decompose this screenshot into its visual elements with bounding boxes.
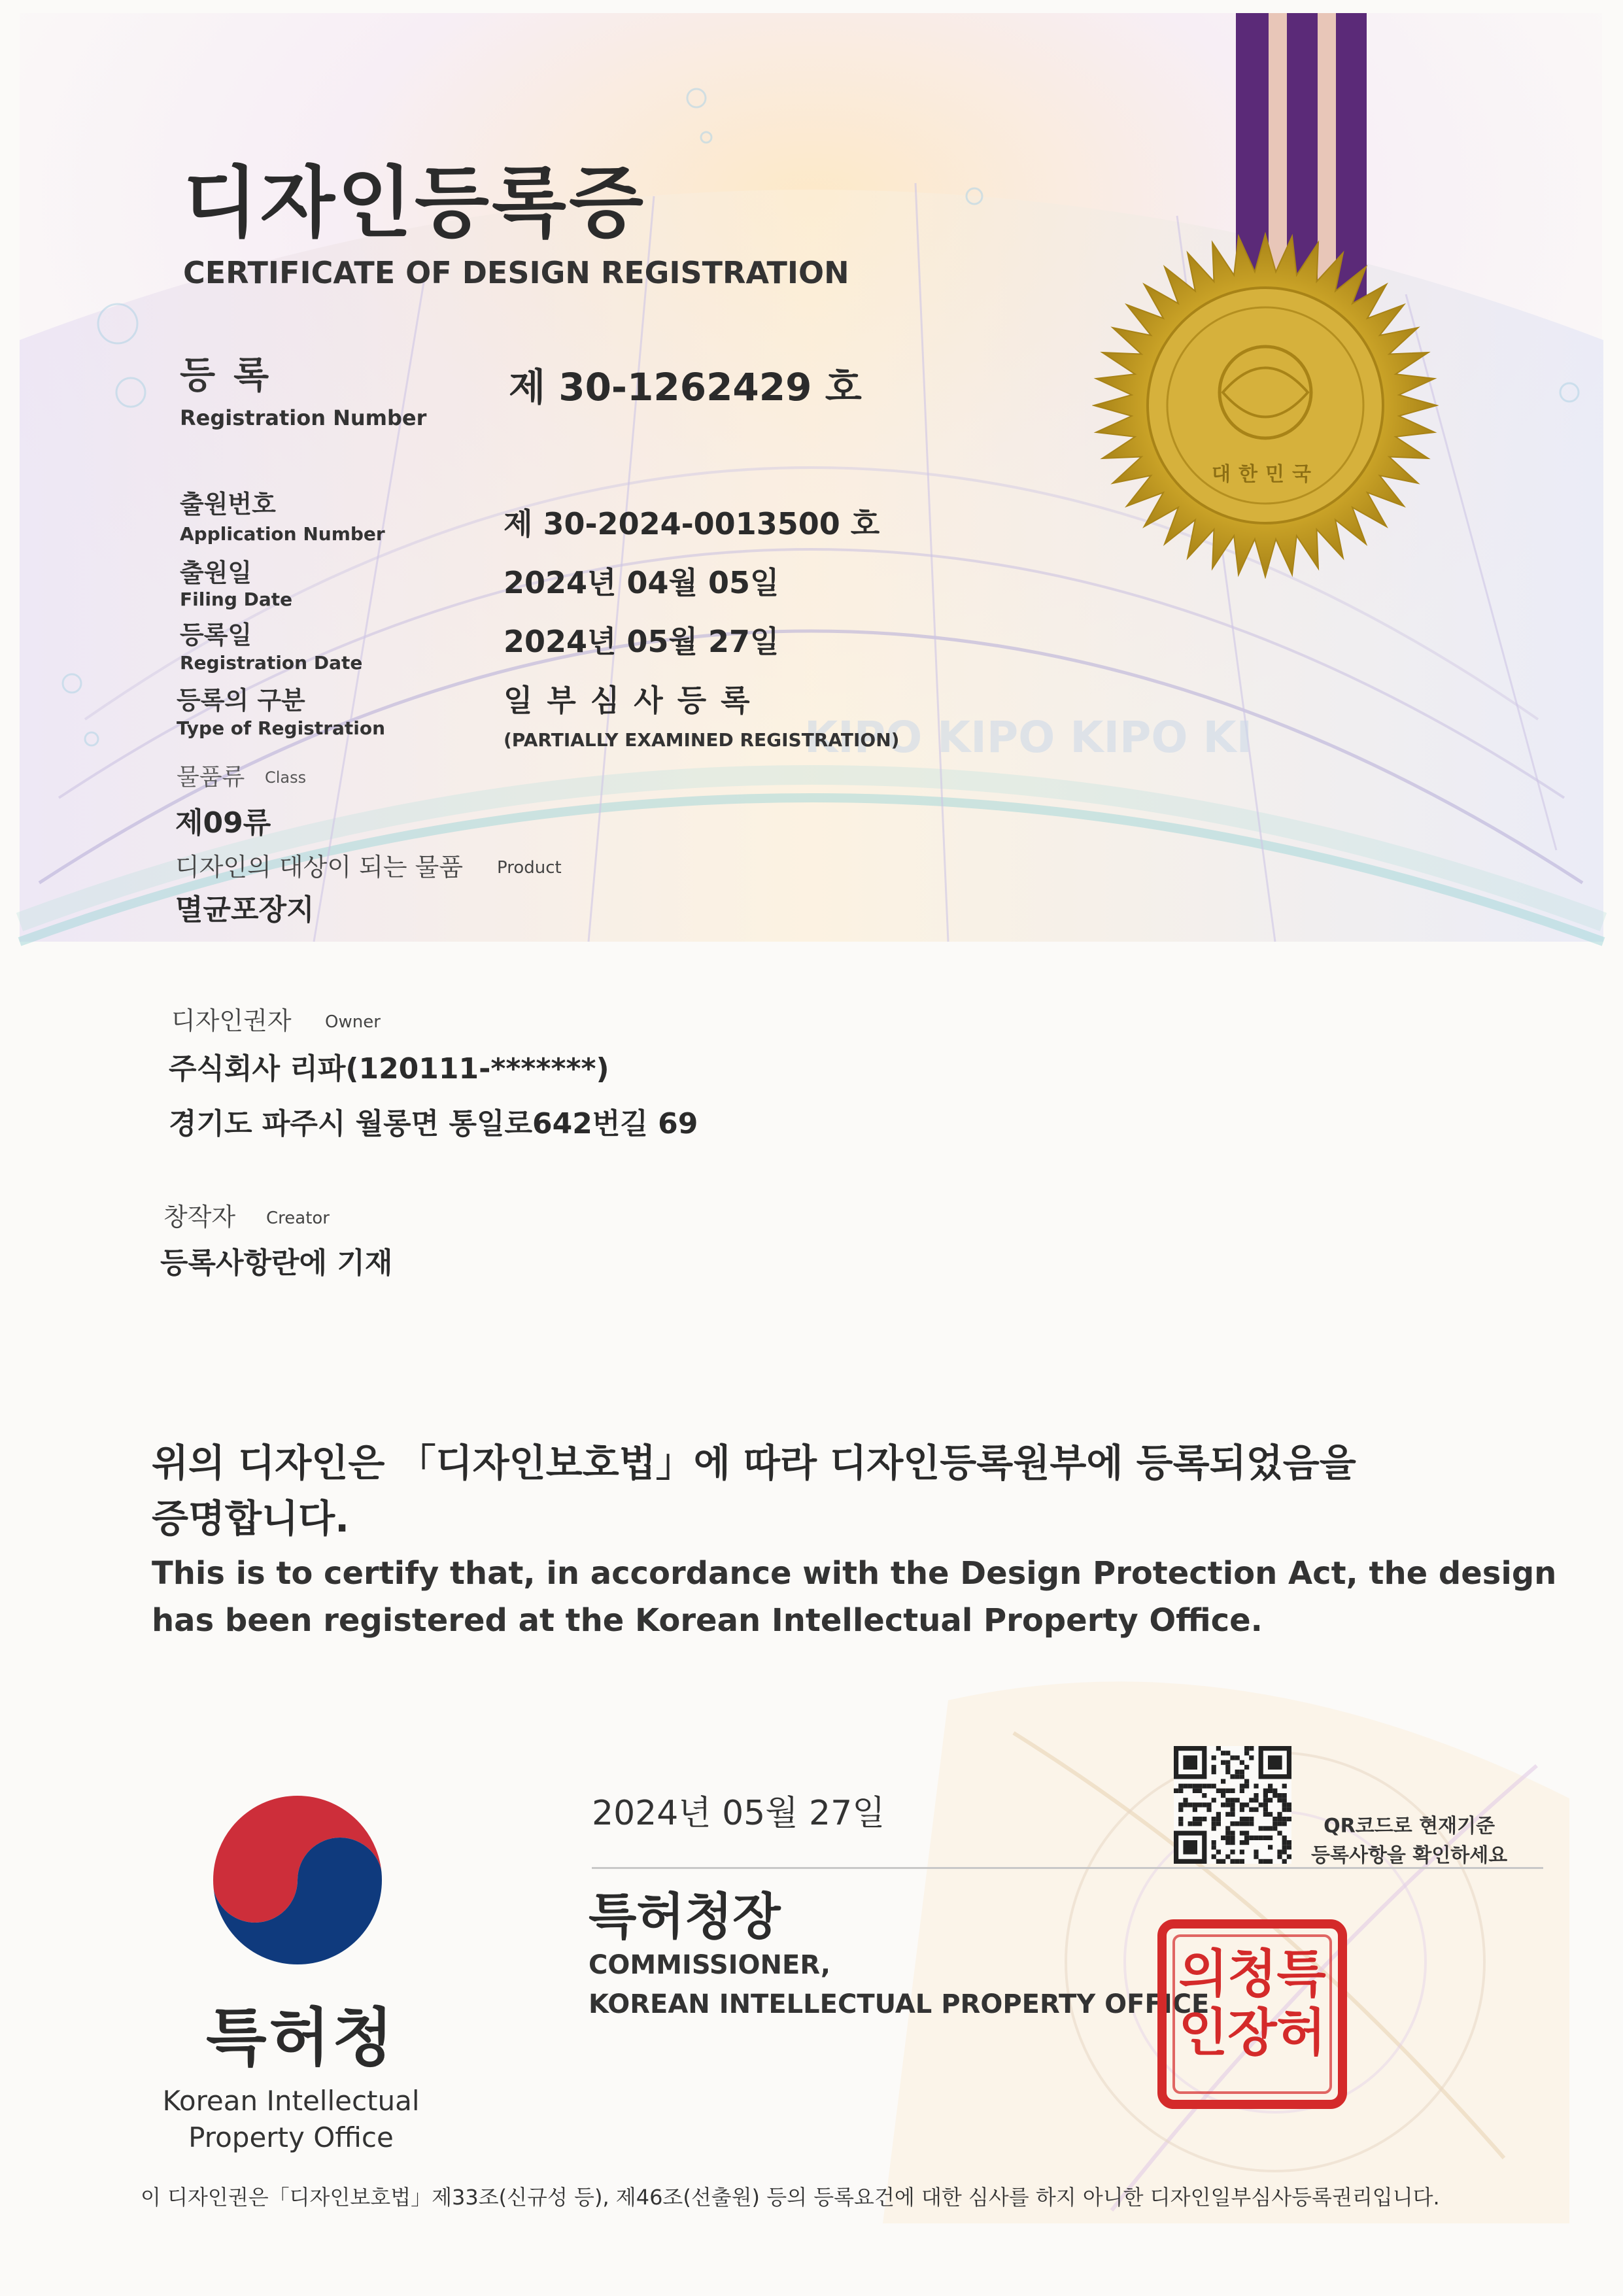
certification-en-line1: This is to certify that, in accordance with the Design Protection Act, the design: [152, 1555, 1557, 1592]
registration-type-label-en: Type of Registration: [177, 717, 386, 739]
class-label-kr: 물품류: [177, 764, 245, 791]
kipo-name-english: Korean Intellectual Property Office: [162, 2085, 420, 2153]
filing-date-label-kr: 출원일: [180, 558, 252, 587]
class-value: 제09류: [175, 806, 271, 840]
stamp-char: 인: [1178, 2003, 1228, 2063]
owner-address: 경기도 파주시 월롱면 통일로642번길 69: [169, 1107, 698, 1140]
class-label-en: Class: [265, 768, 307, 787]
commissioner-en-line2: KOREAN INTELLECTUAL PROPERTY OFFICE: [589, 1989, 1210, 2019]
creator-label-kr: 창작자: [163, 1203, 236, 1231]
registration-date-label-en: Registration Date: [180, 652, 363, 674]
owner-label-en: Owner: [325, 1012, 381, 1032]
seal-text: 대한민국: [1212, 463, 1319, 486]
qr-instructions: [1311, 1811, 1507, 1870]
footer-note: 이 디자인권은「디자인보호법」제33조(신규성 등), 제46조(선출원) 등의 등록요건에 대한 심사를 하지 아니한 디자인일부심사등록권리입니다.: [141, 2185, 1440, 2210]
creator-value: 등록사항란에 기재: [160, 1246, 393, 1280]
taeguk-logo-icon: [196, 1779, 399, 1981]
registration-date-value: 2024년 05월 27일: [504, 624, 779, 659]
registration-label-english: Registration Number: [180, 405, 427, 430]
owner-label-kr: 디자인권자: [171, 1006, 292, 1035]
certification-statement-english: [152, 1550, 1556, 1644]
stamp-char: 특: [1276, 1944, 1326, 2004]
commissioner-title-english: [589, 1945, 1209, 2024]
owner-name: 주식회사 리파(120111-*******): [169, 1052, 609, 1086]
registration-date-label-kr: 등록일: [180, 621, 252, 649]
certification-kr-line1: 위의 디자인은 「디자인보호법」에 따라 디자인등록원부에 등록되었음을: [152, 1441, 1356, 1485]
qr-instruction-line2: 등록사항을 확인하세요: [1311, 1844, 1508, 1867]
stamp-char: 청: [1227, 1944, 1277, 2004]
product-label-kr: 디자인의 대상이 되는 물품: [175, 853, 464, 882]
registration-type-value: 일부심사등록: [504, 683, 764, 718]
qr-code[interactable]: [1174, 1746, 1291, 1864]
commissioner-title-korean: 특허청장: [589, 1887, 781, 1945]
title-english: CERTIFICATE OF DESIGN REGISTRATION: [183, 255, 849, 290]
creator-label-en: Creator: [266, 1208, 330, 1228]
commissioner-en-line1: COMMISSIONER,: [589, 1950, 831, 1980]
filing-date-label-en: Filing Date: [180, 589, 293, 610]
registration-type-subtext: (PARTIALLY EXAMINED REGISTRATION): [504, 729, 900, 751]
stamp-char: 의: [1178, 1944, 1228, 2004]
application-number-value: 제 30-2024-0013500 호: [504, 506, 880, 541]
title-korean: 디자인등록증: [183, 158, 646, 248]
filing-date-value: 2024년 04월 05일: [504, 565, 779, 600]
product-value: 멸균포장지: [175, 893, 315, 927]
registration-type-label-kr: 등록의 구분: [177, 686, 305, 715]
official-stamp: [1154, 1916, 1350, 2112]
stamp-char: 허: [1276, 2003, 1326, 2063]
registration-label-korean: 등록: [180, 354, 288, 397]
certification-kr-line2: 증명합니다.: [152, 1496, 350, 1541]
gold-seal: [1092, 232, 1439, 579]
qr-instruction-line1: QR코드로 현재기준: [1324, 1815, 1495, 1838]
kipo-name-korean: 특허청: [206, 2001, 396, 2074]
svg-text:KIPO KIPO KIPO KI: KIPO KIPO KIPO KI: [804, 712, 1253, 762]
application-number-label-en: Application Number: [180, 523, 385, 545]
product-label-en: Product: [497, 858, 562, 878]
certification-statement-korean: [152, 1435, 1356, 1547]
application-number-label-kr: 출원번호: [180, 490, 276, 519]
stamp-char: 장: [1227, 2003, 1277, 2063]
certification-en-line2: has been registered at the Korean Intellectual Property Office.: [152, 1602, 1263, 1639]
registration-number: 제 30-1262429 호: [509, 365, 862, 409]
issue-date: 2024년 05월 27일: [592, 1794, 885, 1833]
